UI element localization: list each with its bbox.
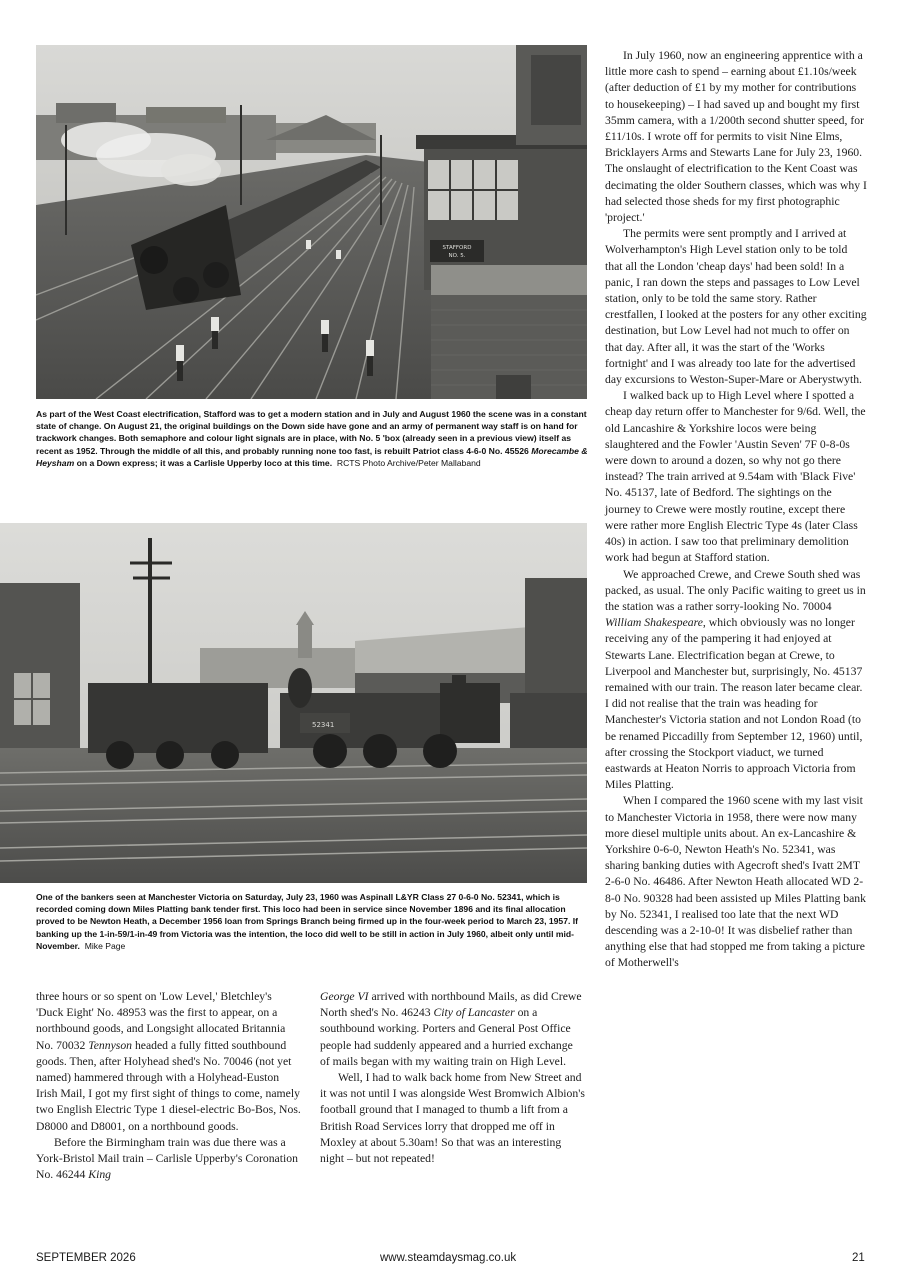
loco-name: Tennyson bbox=[88, 1038, 133, 1052]
paragraph: George VI arrived with northbound Mails, as did Crewe North shed's No. 46243 City of Lancaster on a southbound working. Porters and General Post Office people had suddenly appeared and a hurried exchange of mails began with my waiting train on High Level. bbox=[320, 990, 582, 1068]
paragraph: Before the Birmingham train was due there was a York-Bristol Mail train – Carlisle Upperby's Coronation No. 46244 King bbox=[36, 1135, 298, 1182]
left-column-text bbox=[36, 989, 301, 1183]
manchester-victoria-photo bbox=[0, 523, 587, 883]
loco-name: King bbox=[88, 1168, 112, 1182]
loco-name: City of Lancaster bbox=[433, 1006, 515, 1020]
paragraph: The permits were sent promptly and I arrived at Wolverhampton's High Level station only to be told that all the London 'cheap days' had been sold! In a panic, I ran down the steps and passages to Low Level station, only to be told the same story. Rather crestfallen, I looked at the posters for any other exciting destination, but Low Level had not much to offer on that day. After all, it was the start of the 'Works fortnight' and I was already too late for the advertised day excursions to Weston-Super-Mare or Aberystwyth. bbox=[605, 227, 867, 387]
stafford-photo-graphic bbox=[36, 45, 587, 399]
paragraph: Well, I had to walk back home from New Street and it was not until I was alongside West Bromwich Albion's football ground that I managed to thumb a lift from a British Road Services lorry that dropped me off in Moxley at about 5.30am! So that was an interesting night – but not repeated! bbox=[320, 1071, 585, 1166]
paragraph: When I compared the 1960 scene with my last visit to Manchester Victoria in 1958, there were now many more diesel multiple units about. An ex-Lancashire & Yorkshire 0-6-0, Newton Heath's No. 52341, was sharing banking duties with Agecroft shed's Ivatt 2MT 2-6-0 No. 46486. After Newton Heath allocated WD 2-8-0 No. 90328 had been assisted up Miles Platting bank by No. 52341, I realised too late that the next WD descending was a 2-10-0! It was disbelief rather than anything else that had stopped me from taking a picture of Motherwell's bbox=[605, 794, 866, 970]
paragraph: I walked back up to High Level where I spotted a cheap day return offer to Manchester for 9/6d. Well, the old Lancashire & Yorkshire locos were being slaughtered and the Fowler 'Austin Seven' 7F 0-8-0s were down to around a dozen, so why not go there instead? The train arrived at 9.54am with 'Black Five' No. 45137, late of Bedford. The sightings on the journey to Crewe were mostly routine, except there were rather more English Electric Type 4s (later Class 40s) in action. I saw too that preliminary demolition work had begun at Stafford station. bbox=[605, 389, 866, 565]
footer-website-link[interactable]: www.steamdaysmag.co.uk bbox=[380, 1252, 517, 1264]
photo-credit: RCTS Photo Archive/Peter Mallaband bbox=[336, 457, 481, 468]
photo-credit: Mike Page bbox=[84, 940, 126, 951]
loco-number: 52341 bbox=[312, 721, 335, 729]
manchester-photo-caption bbox=[36, 891, 588, 952]
caption-loco-name: Morecambe & Heysham bbox=[36, 445, 588, 468]
manchester-photo-graphic bbox=[0, 523, 587, 883]
caption-text-tail: on a Down express; it was a Carlisle Upperby loco at this time. bbox=[74, 457, 333, 468]
stafford-photo-caption bbox=[36, 408, 588, 469]
loco-name: William Shakespeare bbox=[605, 616, 703, 630]
svg-text:NO. 5.: NO. 5. bbox=[448, 253, 466, 259]
paragraph: In July 1960, now an engineering apprentice with a little more cash to spend – earning about £1.10s/week (after deduction of £1 by my mother for contributions to housekeeping) – I had saved up and bought my first 35mm camera, with a 1/200th second shutter speed, for £11/10s. I wrote off for permits to visit Nine Elms, Bricklayers Arms and Stewarts Lane for July 23, 1960. The onslaught of electrification to the Kent Coast was decimating the older Southern classes, which was why I had selected those sheds for my first photographic 'project.' bbox=[605, 49, 867, 225]
footer-issue-date: SEPTEMBER 2026 bbox=[36, 1252, 136, 1264]
right-column-text bbox=[605, 48, 867, 972]
svg-text:STAFFORD: STAFFORD bbox=[442, 245, 472, 251]
caption-text: As part of the West Coast electrification, Stafford was to get a modern station and in July and August 1960 the scene was in a constant state of change. On August 21, the original buildings on the Down side have gone and an army of permanent way staff is on hand for trackwork changes. Both semaphore and colour light signals are in place, with No. 5 'box (already seen in a previous view) itself as recent as 1952. Through the middle of all this, and probably running none too fast, is rebuilt Patriot class 4-6-0 No. 45526 bbox=[36, 409, 587, 456]
middle-column-text bbox=[320, 989, 585, 1167]
paragraph: We approached Crewe, and Crewe South shed was packed, as usual. The only Pacific waiting to greet us in the station was a rather sorry-looking No. 70004 William Shakespeare, which obviously was no longer receiving any of the pampering it had enjoyed at Stewarts Lane. Electrification began at Crewe, to Liverpool and Manchester but, surprisingly, No. 45137 remained with our train. The reason later became clear. I did not realise that the train was heading for Manchester's Victoria station and not London Road (to be renamed Piccadilly from September 12, 1960) until, after crossing the Stockport viaduct, we turned eastwards at Heaton Norris to approach Victoria from Miles Platting. bbox=[605, 567, 866, 792]
paragraph: three hours or so spent on 'Low Level,' Bletchley's 'Duck Eight' No. 48953 was the first to appear, on a northbound goods, and Longsight allocated Britannia No. 70032 Tennyson headed a fully fitted southbound goods. Then, after Holyhead shed's No. 70046 (not yet named) hammered through with a Holyhead-Euston Irish Mail, I got my first sight of things to come, namely two English Electric Type 1 diesel-electric Bo-Bos, Nos. D8000 and D8001, on a northbound goods. bbox=[36, 990, 301, 1133]
loco-name: George VI bbox=[320, 990, 369, 1003]
caption-text: One of the bankers seen at Manchester Victoria on Saturday, July 23, 1960 was Aspinall L&YR Class 27 0-6-0 No. 52341, which is recorded coming down Miles Platting bank tender first. This loco had been in service since November 1896 and its final allocation proved to be Newton Heath, a December 1956 loan from Springs Branch being firmed up in the four-week period to March 23, 1957. If banking up the 1-in-59/1-in-49 from Victoria was the intention, the loco did well to be still in action in July 1960, albeit only until mid-November. bbox=[36, 892, 578, 951]
page-number: 21 bbox=[852, 1252, 865, 1264]
stafford-photo bbox=[36, 45, 587, 399]
